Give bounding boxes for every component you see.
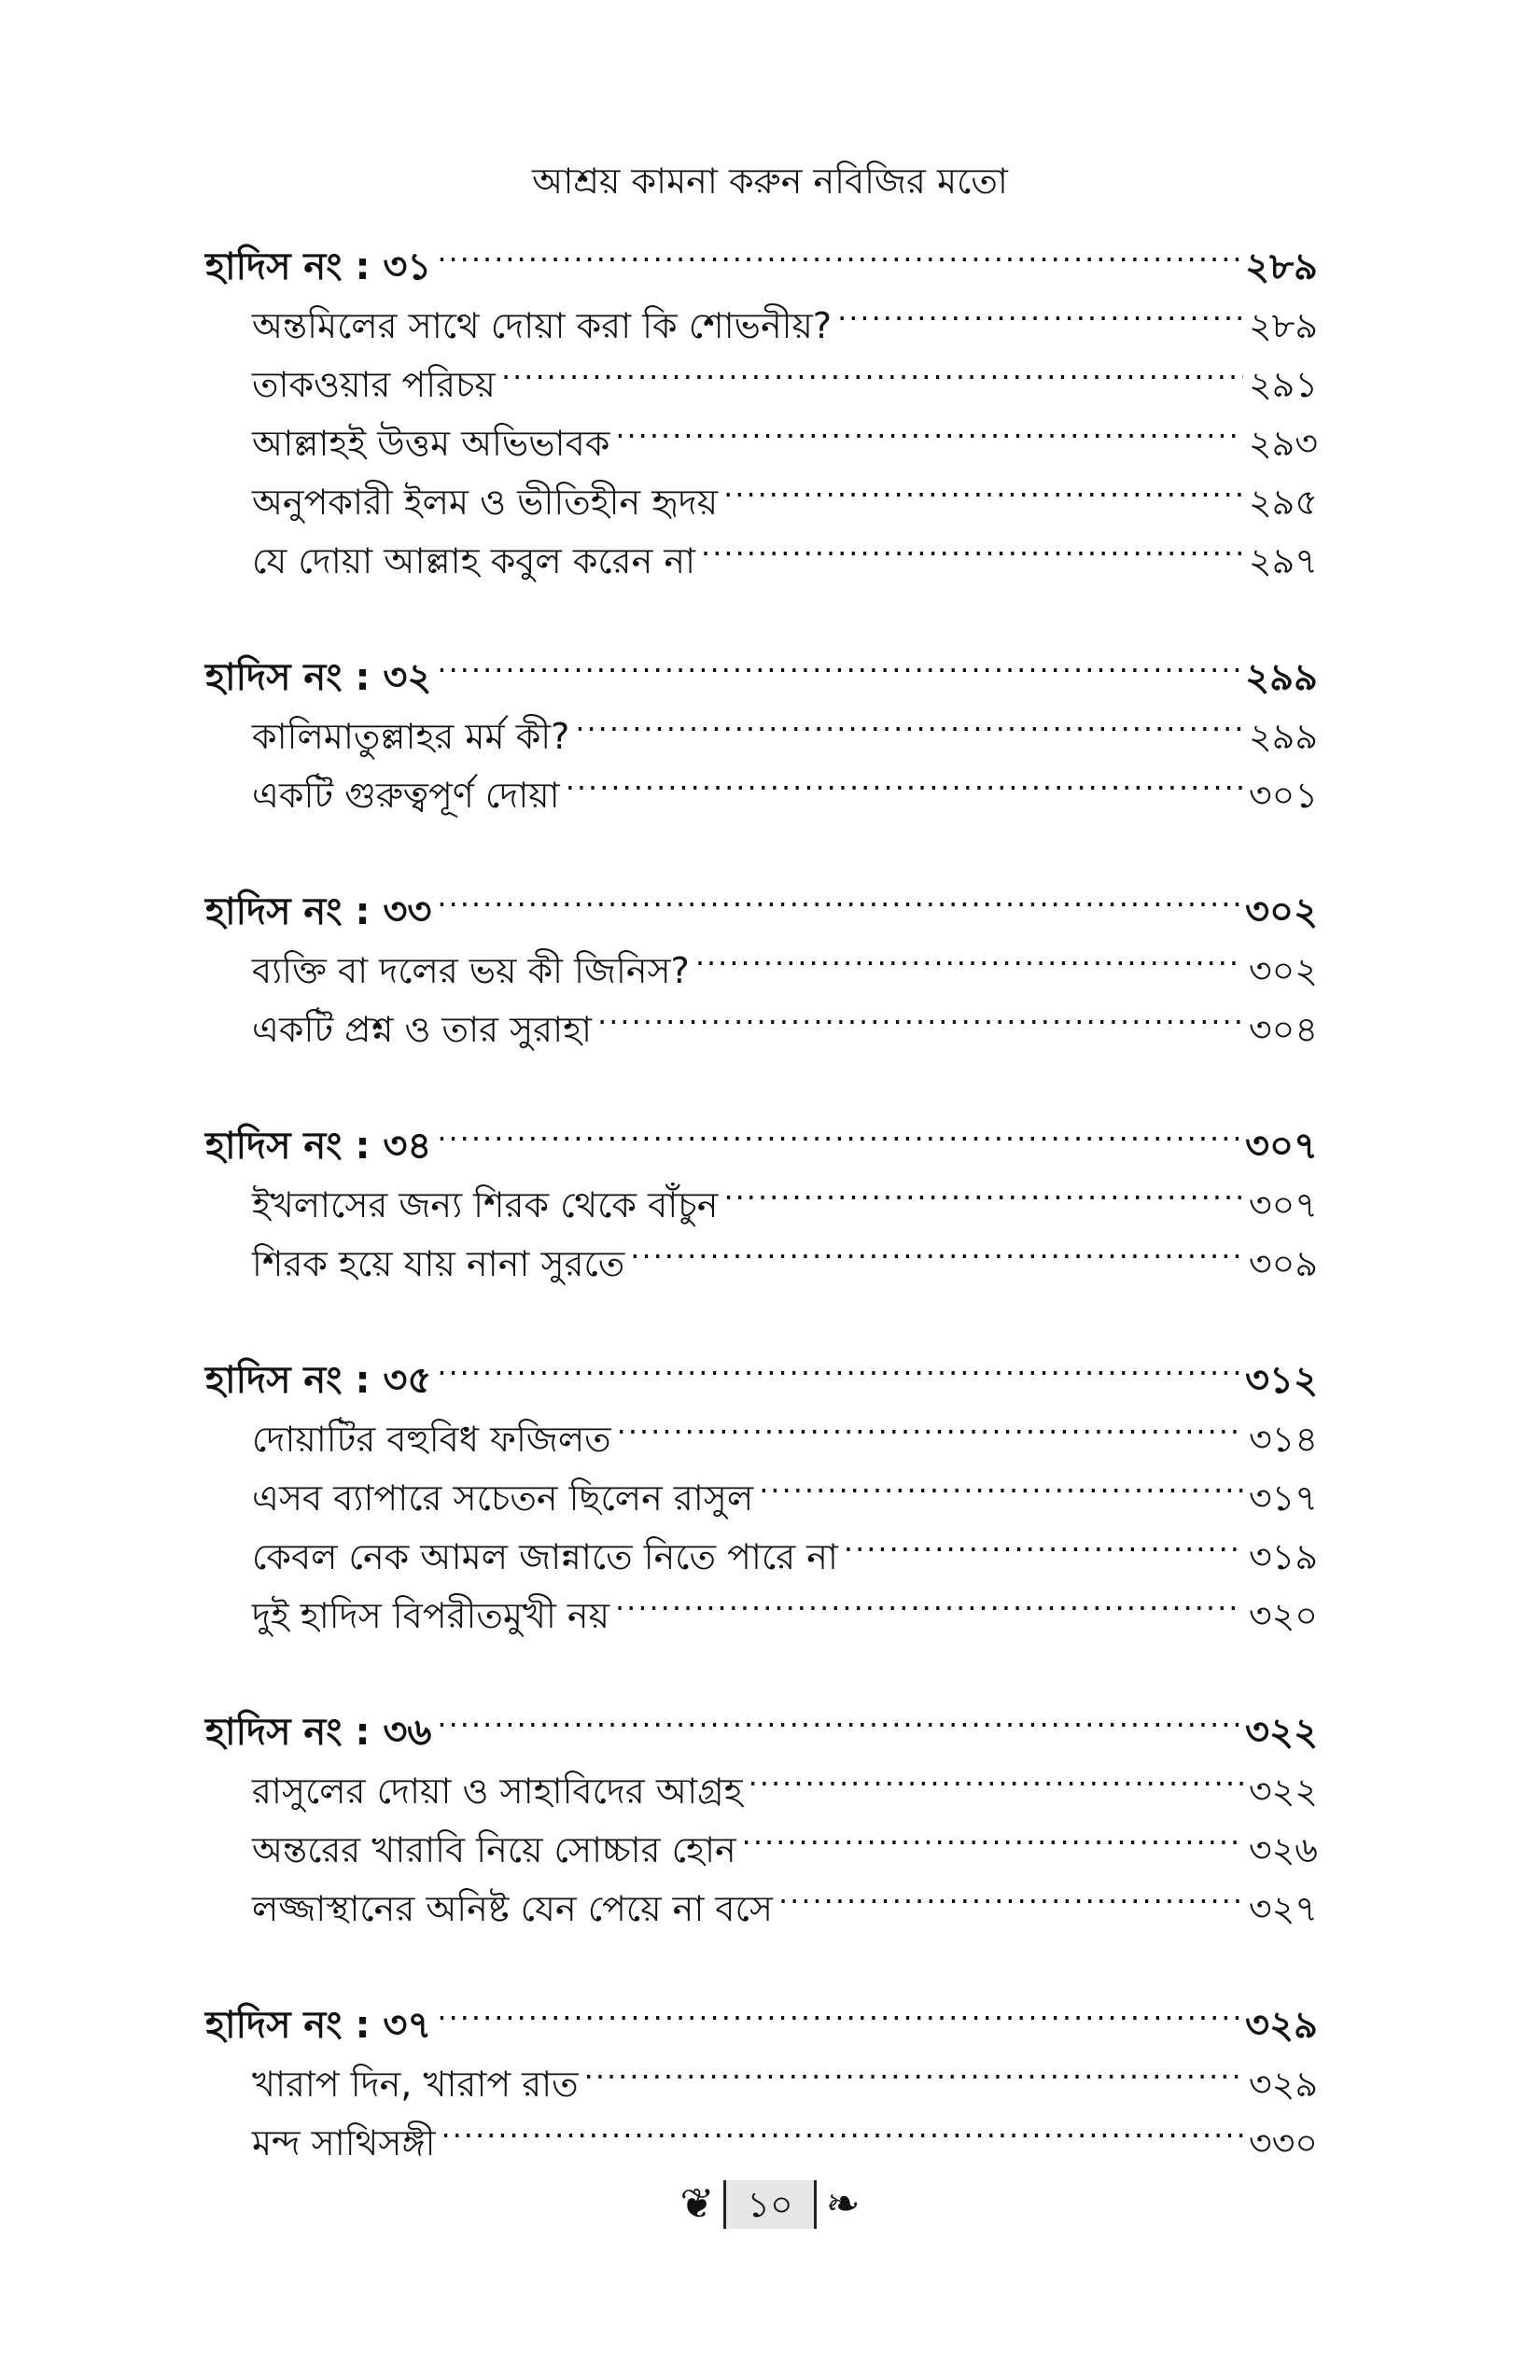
toc-heading-title: হাদিস নং : ৩৩ — [205, 890, 432, 933]
toc-entry-title: মন্দ সাথিসঙ্গী — [252, 2122, 436, 2163]
toc-entry-page: ২৯১ — [1248, 364, 1318, 405]
decorative-ornament-icon: ❦ — [679, 2180, 715, 2228]
toc-entry-page: ৩০৪ — [1248, 1009, 1318, 1050]
toc-entry-page: ৩২০ — [1248, 1595, 1318, 1636]
toc-heading-title: হাদিস নং : ৩৪ — [205, 1125, 432, 1168]
toc-heading-page: ৩১২ — [1245, 1359, 1318, 1402]
toc-heading-page: ৩০৭ — [1244, 1125, 1318, 1168]
toc-entry-title: দোয়াটির বহুবিধ ফজিলত — [252, 1419, 611, 1460]
page-footer — [0, 2180, 1540, 2229]
dot-leader — [695, 924, 1243, 983]
toc-entry-title: কালিমাতুল্লাহর মর্ম কী? — [252, 716, 570, 757]
toc-entry-page: ৩১৪ — [1248, 1419, 1318, 1460]
toc-entry-page: ২৯৩ — [1248, 423, 1318, 464]
toc-entry-title: দুই হাদিস বিপরীতমুখী নয় — [252, 1595, 609, 1636]
dot-leader — [615, 1569, 1243, 1628]
toc-entry-page: ৩৩০ — [1248, 2122, 1318, 2163]
page-number-box — [679, 2180, 860, 2229]
dot-leader — [778, 1862, 1243, 1921]
toc-group-hadith-32 — [205, 631, 1318, 816]
page-number: ১০ — [723, 2180, 816, 2229]
toc-entry-page: ৩০৯ — [1248, 1243, 1318, 1284]
toc-heading[interactable] — [205, 1979, 1318, 2047]
toc-entry-title: খারাপ দিন, খারাপ রাত — [252, 2064, 579, 2105]
dot-leader — [597, 983, 1243, 1042]
dot-leader — [437, 1099, 1239, 1158]
toc-heading-title: হাদিস নং : ৩২ — [205, 656, 432, 699]
toc-heading[interactable] — [205, 631, 1318, 699]
toc-heading-page: ৩২২ — [1244, 1711, 1318, 1754]
toc-entry-page: ৩২৭ — [1248, 1888, 1318, 1929]
toc-entry-title: ব্যক্তি বা দলের ভয় কী জিনিস? — [252, 950, 690, 991]
toc-entry-page: ৩২৬ — [1248, 1829, 1318, 1870]
dot-leader — [566, 749, 1243, 807]
toc-heading-page: ৩০২ — [1244, 890, 1318, 933]
toc-heading-title: হাদিস নং : ৩৬ — [205, 1711, 432, 1754]
toc-group-hadith-37 — [205, 1979, 1318, 2163]
toc-heading[interactable] — [205, 1099, 1318, 1168]
toc-entry-title: অন্তমিলের সাথে দোয়া করা কি শোভনীয়? — [252, 305, 833, 346]
toc-entry-title: একটি প্রশ্ন ও তার সুরাহা — [252, 1009, 593, 1050]
toc-heading[interactable] — [205, 1686, 1318, 1754]
dot-leader — [844, 1510, 1243, 1569]
toc-entry-title: তাকওয়ার পরিচয় — [252, 364, 496, 405]
toc-entry-title: এসব ব্যাপারে সচেতন ছিলেন রাসুল — [252, 1477, 754, 1519]
toc-entry-title: যে দোয়া আল্লাহ কবুল করেন না — [252, 540, 696, 581]
toc-entry-title: রাসুলের দোয়া ও সাহাবিদের আগ্রহ — [252, 1771, 743, 1812]
toc-entry-page: ৩০২ — [1248, 950, 1318, 991]
dot-leader — [837, 279, 1243, 338]
toc-entry-title: অনুপকারী ইলম ও ভীতিহীন হৃদয় — [252, 482, 719, 523]
toc-heading-page: ২৮৯ — [1245, 245, 1318, 288]
dot-leader — [701, 514, 1243, 573]
dot-leader — [615, 397, 1243, 455]
toc-heading-title: হাদিস নং : ৩১ — [205, 245, 432, 288]
table-of-contents — [205, 220, 1318, 2213]
dot-leader — [749, 1744, 1243, 1803]
dot-leader — [437, 220, 1239, 279]
dot-leader — [759, 1451, 1243, 1510]
toc-group-hadith-34 — [205, 1099, 1318, 1284]
toc-heading-title: হাদিস নং : ৩৫ — [205, 1359, 432, 1402]
dot-leader — [723, 1158, 1242, 1217]
toc-entry-page: ৩২৯ — [1248, 2064, 1318, 2105]
toc-entry-title: লজ্জাস্থানের অনিষ্ট যেন পেয়ে না বসে — [252, 1888, 773, 1929]
toc-heading-page: ৩২৯ — [1245, 2004, 1318, 2047]
dot-leader — [437, 1334, 1239, 1393]
toc-entry-page: ৩০১ — [1248, 775, 1318, 816]
toc-heading[interactable] — [205, 865, 1318, 933]
toc-entry-title: শিরক হয়ে যায় নানা সুরতে — [252, 1243, 625, 1284]
toc-group-hadith-36 — [205, 1686, 1318, 1929]
dot-leader — [742, 1803, 1243, 1862]
toc-entry-title: একটি গুরুত্বপূর্ণ দোয়া — [252, 775, 560, 816]
dot-leader — [501, 338, 1243, 397]
toc-group-hadith-33 — [205, 865, 1318, 1050]
toc-entry-title: অন্তরের খারাবি নিয়ে সোচ্চার হোন — [252, 1829, 736, 1870]
toc-heading[interactable] — [205, 220, 1318, 288]
dot-leader — [723, 455, 1243, 514]
dot-leader — [437, 631, 1239, 690]
toc-entry-title: আল্লাহই উত্তম অভিভাবক — [252, 423, 610, 464]
dot-leader — [630, 1217, 1243, 1276]
decorative-ornament-icon: ❧ — [825, 2180, 861, 2228]
dot-leader — [575, 690, 1243, 749]
running-header: আশ্রয় কামনা করুন নবিজির মতো — [532, 161, 1008, 202]
toc-group-hadith-31 — [205, 220, 1318, 581]
dot-leader — [437, 1979, 1239, 2037]
dot-leader — [441, 2096, 1242, 2155]
toc-entry-page: ২৯৭ — [1248, 540, 1318, 581]
toc-heading-page: ২৯৯ — [1245, 656, 1318, 699]
toc-entry-page: ৩২২ — [1248, 1771, 1318, 1812]
toc-entry-page: ৩১৯ — [1248, 1536, 1318, 1577]
toc-heading-title: হাদিস নং : ৩৭ — [205, 2004, 432, 2047]
toc-entry-page: ৩১৭ — [1248, 1477, 1318, 1519]
dot-leader — [437, 865, 1239, 924]
toc-heading[interactable] — [205, 1334, 1318, 1402]
toc-entry-page: ২৮৯ — [1248, 305, 1318, 346]
dot-leader — [437, 1686, 1239, 1744]
toc-entry-page: ২৯৫ — [1248, 482, 1318, 523]
toc-entry-title: ইখলাসের জন্য শিরক থেকে বাঁচুন — [252, 1184, 719, 1225]
toc-group-hadith-35 — [205, 1334, 1318, 1636]
dot-leader — [617, 1393, 1243, 1451]
toc-entry-page: ৩০৭ — [1248, 1184, 1318, 1225]
dot-leader — [584, 2037, 1243, 2096]
toc-entry-title: কেবল নেক আমল জান্নাতে নিতে পারে না — [252, 1536, 838, 1577]
toc-entry-page: ২৯৯ — [1248, 716, 1318, 757]
